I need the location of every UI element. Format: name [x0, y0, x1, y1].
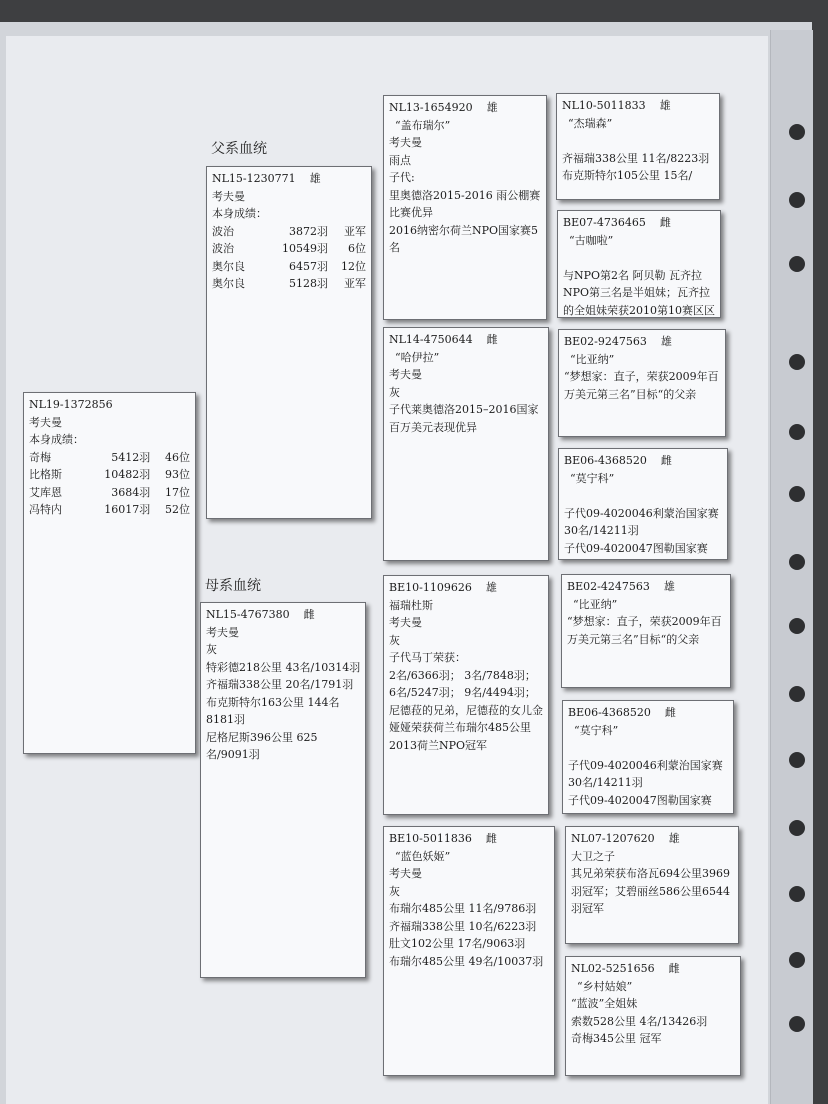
punch-hole: [789, 618, 805, 634]
detail-line: “蓝波”全姐妹: [571, 997, 638, 1010]
bird-name: “比亚纳”: [573, 597, 618, 611]
detail-line: 考夫曼: [389, 867, 422, 880]
detail-line: 齐福瑞338公里 10名/6223羽: [389, 919, 537, 933]
detail-line: [562, 132, 714, 150]
dam-dam-sire-card: [565, 826, 739, 944]
bird-name: “乡村姑娘”: [577, 979, 633, 993]
sex: 雄: [663, 580, 675, 593]
sire-dam-card: [383, 327, 549, 561]
detail-line: 灰: [389, 884, 400, 898]
result-row: 奥尔良 6457羽 12位: [212, 259, 367, 273]
result-row: 波治 3872羽 亚军: [212, 224, 367, 238]
detail-line: 子代:: [389, 171, 415, 184]
results-label: 本身成绩：: [212, 207, 267, 220]
detail-line: [568, 739, 728, 757]
sex: 雄: [660, 335, 672, 348]
result-row: 奥尔良 5128羽 亚军: [212, 277, 367, 290]
ring-number: NL14-4750644 雌: [389, 333, 498, 346]
detail-line: 灰: [206, 643, 217, 656]
ring-number: NL15-1230771 雄: [212, 172, 321, 185]
ring-number: BE07-4736465 雌: [563, 216, 671, 229]
detail-line: 大卫之子: [571, 849, 615, 863]
result-row: 艾库恩 3684羽 17位: [29, 485, 190, 499]
ring-number: BE06-4368520 雌: [568, 706, 676, 719]
ring-number: BE02-9247563 雄: [564, 335, 672, 348]
detail-line: 尼德菈的兄弟，尼德菈的女儿金娅娅荣获荷兰布瑞尔485公里2013荷兰NPO冠军: [389, 703, 543, 752]
punch-hole: [789, 686, 805, 702]
ring-number: NL10-5011833 雄: [562, 99, 671, 112]
ring-number: NL19-1372856: [29, 398, 113, 411]
sex: 雌: [486, 333, 498, 346]
detail-line: 布克斯特尔163公里 144名8181羽: [206, 695, 340, 726]
result-row: 比格斯 10482羽 93位: [29, 468, 190, 481]
detail-line: 齐福瑞338公里 20名/1791羽: [206, 678, 354, 691]
detail-line: “梦想家：直子，荣获2009年百万美元第三名”目标“的父亲: [567, 615, 722, 646]
sire-dam-dam-card: [558, 448, 728, 560]
detail-line: 尼格尼斯396公里 625名/9091羽: [206, 730, 318, 761]
bird-name: “蓝色妖姬”: [395, 849, 451, 863]
dam-dam-dam-card: [565, 956, 741, 1076]
detail-line: 布克斯特尔105公里 15名/: [562, 169, 693, 182]
results-label: 本身成绩：: [29, 433, 84, 446]
sex: 雌: [659, 216, 671, 229]
detail-line: 奇梅345公里 冠军: [571, 1032, 662, 1045]
detail-line: 子代马丁荣获：: [389, 651, 466, 664]
sire-sire-card: [383, 95, 547, 320]
ring-number: BE06-4368520 雌: [564, 454, 672, 467]
detail-line: 子代09-4020047图勒国家赛: [568, 793, 712, 807]
detail-line: 雨点: [389, 153, 411, 167]
punch-hole: [789, 554, 805, 570]
sex: 雄: [659, 99, 671, 112]
sex: 雄: [485, 581, 497, 594]
ring-number: NL07-1207620 雄: [571, 832, 680, 845]
punch-hole: [789, 124, 805, 140]
detail-line: 考夫曼: [389, 136, 422, 149]
detail-line: 子代09-4020046利蒙治国家赛30名/14211羽: [564, 506, 719, 537]
detail-line: 考夫曼: [389, 616, 422, 629]
bird-name: “哈伊拉”: [395, 350, 440, 364]
sex: 雄: [309, 172, 321, 185]
detail-line: 与NPO第2名 阿贝勒 瓦齐拉NPO第三名是半姐妹；瓦齐拉的全姐妹荣获2010第10赛区区: [563, 268, 715, 317]
punch-hole: [789, 752, 805, 768]
sire-dam-sire-card: [558, 329, 726, 437]
result-row: 奇梅 5412羽 46位: [29, 450, 190, 464]
sire-sire-dam-card: [557, 210, 721, 318]
bird-name: “莫宁科”: [570, 471, 615, 485]
ring-number: BE10-5011836 雌: [389, 832, 497, 845]
strain: 考夫曼: [212, 189, 245, 203]
detail-line: 子代09-4020047图勒国家赛: [564, 541, 708, 555]
dam-dam-card: [383, 826, 555, 1076]
detail-line: 灰: [389, 385, 400, 399]
dam-card: [200, 602, 366, 978]
detail-line: [563, 249, 715, 267]
punch-hole: [789, 486, 805, 502]
sex: 雌: [660, 454, 672, 467]
bird-name: “古咖啦”: [569, 233, 614, 247]
sire-card: [206, 166, 372, 519]
dam-sire-dam-card: [562, 700, 734, 814]
sex: 雌: [303, 608, 315, 621]
bird-name: “莫宁科”: [574, 723, 619, 737]
punch-hole: [789, 1016, 805, 1032]
dam-sire-card: [383, 575, 549, 815]
sex: 雌: [485, 832, 497, 845]
ring-number: NL15-4767380 雌: [206, 608, 315, 621]
detail-line: 6名/5247羽； 9名/4494羽；: [389, 686, 536, 699]
ring-number: BE10-1109626 雄: [389, 581, 497, 594]
detail-line: 特彩德218公里 43名/10314羽: [206, 660, 361, 674]
dam-line-heading: 母系血统: [205, 578, 261, 594]
sex: 雄: [486, 101, 498, 114]
detail-line: 布瑞尔485公里 49名/10037羽: [389, 954, 544, 968]
detail-line: 2016纳密尔荷兰NPO国家赛5名: [389, 223, 539, 254]
detail-line: 考夫曼: [206, 625, 239, 639]
punch-hole: [789, 820, 805, 836]
result-row: 冯特内 16017羽 52位: [29, 503, 190, 516]
ring-number: BE02-4247563 雄: [567, 580, 675, 593]
punch-hole: [789, 354, 805, 370]
detail-line: “梦想家：直子，荣获2009年百万美元第三名”目标“的父亲: [564, 370, 719, 401]
strain: 考夫曼: [29, 415, 62, 429]
bird-name: “盖布瑞尔”: [395, 118, 451, 132]
result-row: 波治 10549羽 6位: [212, 242, 367, 255]
detail-line: 子代莱奥德洛2015–2016国家百万美元表现优异: [389, 403, 539, 434]
detail-line: 其兄弟荣获布洛瓦694公里3969羽冠军；艾碧丽丝586公里6544羽冠军: [571, 867, 730, 915]
detail-line: 肚文102公里 17名/9063羽: [389, 937, 526, 950]
detail-line: 灰: [389, 633, 400, 647]
detail-line: 考夫曼: [389, 368, 422, 381]
detail-line: [564, 487, 722, 505]
punch-hole: [789, 256, 805, 272]
sex: 雌: [664, 706, 676, 719]
punch-strip: [770, 30, 813, 1104]
subject-card: [23, 392, 196, 754]
punch-hole: [789, 424, 805, 440]
punch-hole: [789, 886, 805, 902]
bird-name: “比亚纳”: [570, 352, 615, 366]
detail-line: 布瑞尔485公里 11名/9786羽: [389, 902, 537, 915]
detail-line: 2名/6366羽； 3名/7848羽；: [389, 668, 536, 682]
ring-number: NL13-1654920 雄: [389, 101, 498, 114]
ring-number: NL02-5251656 雌: [571, 962, 680, 975]
detail-line: 索数528公里 4名/13426羽: [571, 1014, 708, 1028]
sire-sire-sire-card: [556, 93, 720, 200]
bird-name: “杰瑞森”: [568, 116, 613, 130]
punch-hole: [789, 192, 805, 208]
detail-line: 齐福瑞338公里 11名/8223羽: [562, 151, 710, 165]
sex: 雄: [668, 832, 680, 845]
detail-line: 里奥德洛2015-2016 雨公棚赛比赛优异: [389, 188, 541, 219]
punch-hole: [789, 952, 805, 968]
sire-line-heading: 父系血统: [211, 141, 267, 157]
dam-sire-sire-card: [561, 574, 731, 688]
detail-line: 福瑞杜斯: [389, 598, 433, 612]
detail-line: 子代09-4020046利蒙治国家赛30名/14211羽: [568, 758, 723, 789]
sex: 雌: [668, 962, 680, 975]
